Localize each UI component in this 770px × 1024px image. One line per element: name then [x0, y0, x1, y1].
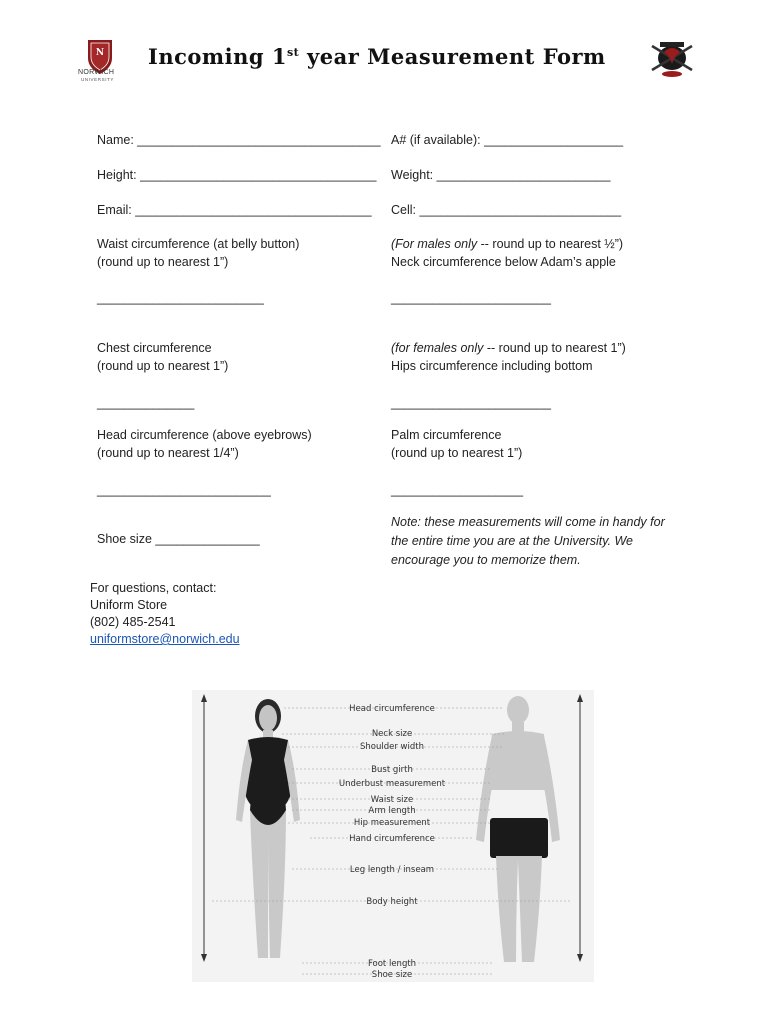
hips-label: (for females only -- round up to nearest 1”) Hips circumference including bottom [391, 341, 626, 373]
contact-heading: For questions, contact: [90, 581, 217, 595]
a-number-field: A# (if available): ____________________ [391, 133, 624, 147]
name-field: Name: ___________________________________ [97, 133, 381, 147]
label-body-height: Body height [366, 897, 418, 907]
body-measurement-figure [192, 690, 594, 982]
label-hand-circumference: Hand circumference [349, 834, 435, 844]
weight-field: Weight: _________________________ [391, 168, 611, 182]
female-figure [236, 699, 300, 958]
svg-text:N: N [95, 48, 105, 58]
chest-answer-line: ______________ [97, 396, 195, 410]
label-shoe-size: Shoe size [371, 970, 413, 980]
norwich-logo-text: NORWICH [78, 69, 115, 76]
male-figure [476, 696, 560, 962]
email-field: Email: __________________________________ [97, 203, 372, 217]
cadet-crest-logo [644, 36, 700, 82]
label-shoulder-width: Shoulder width [360, 742, 424, 752]
chest-label: Chest circumference (round up to nearest 1”) [97, 341, 229, 373]
shoe-size-field: Shoe size _______________ [97, 532, 260, 546]
label-bust-girth: Bust girth [371, 765, 413, 775]
palm-answer-line: ___________________ [391, 483, 524, 497]
page-title: Incoming 1st year Measurement Form [148, 44, 606, 69]
contact-email-link[interactable]: uniformstore@norwich.edu [90, 632, 240, 646]
label-arm-length: Arm length [368, 806, 416, 816]
head-answer-line: _________________________ [97, 483, 271, 497]
head-label: Head circumference (above eyebrows) (round up to nearest 1/4”) [97, 428, 312, 460]
neck-answer-line: _______________________ [391, 291, 551, 305]
cell-field: Cell: _____________________________ [391, 203, 622, 217]
contact-name: Uniform Store [90, 598, 168, 612]
label-neck-size: Neck size [371, 729, 413, 739]
label-hip-measurement: Hip measurement [353, 818, 431, 828]
label-underbust: Underbust measurement [338, 779, 446, 789]
contact-phone: (802) 485-2541 [90, 615, 176, 629]
label-head-circumference: Head circumference [349, 704, 435, 714]
waist-answer-line: ________________________ [97, 291, 264, 305]
contact-block [90, 580, 240, 648]
note-text: Note: these measurements will come in handy for the entire time you are at the University. We encourage you to memorize them. [391, 515, 665, 567]
label-leg-length: Leg length / inseam [349, 865, 435, 875]
label-foot-length: Foot length [367, 959, 417, 969]
neck-label: (For males only -- round up to nearest ½”) Neck circumference below Adam’s apple [391, 237, 624, 269]
norwich-logo-subtext: UNIVERSITY [81, 77, 115, 82]
label-waist-size: Waist size [370, 795, 414, 805]
height-field: Height: __________________________________ [97, 168, 377, 182]
hips-answer-line: _______________________ [391, 396, 551, 410]
waist-label: Waist circumference (at belly button) (round up to nearest 1”) [97, 237, 300, 269]
palm-label: Palm circumference (round up to nearest 1”) [391, 428, 523, 460]
